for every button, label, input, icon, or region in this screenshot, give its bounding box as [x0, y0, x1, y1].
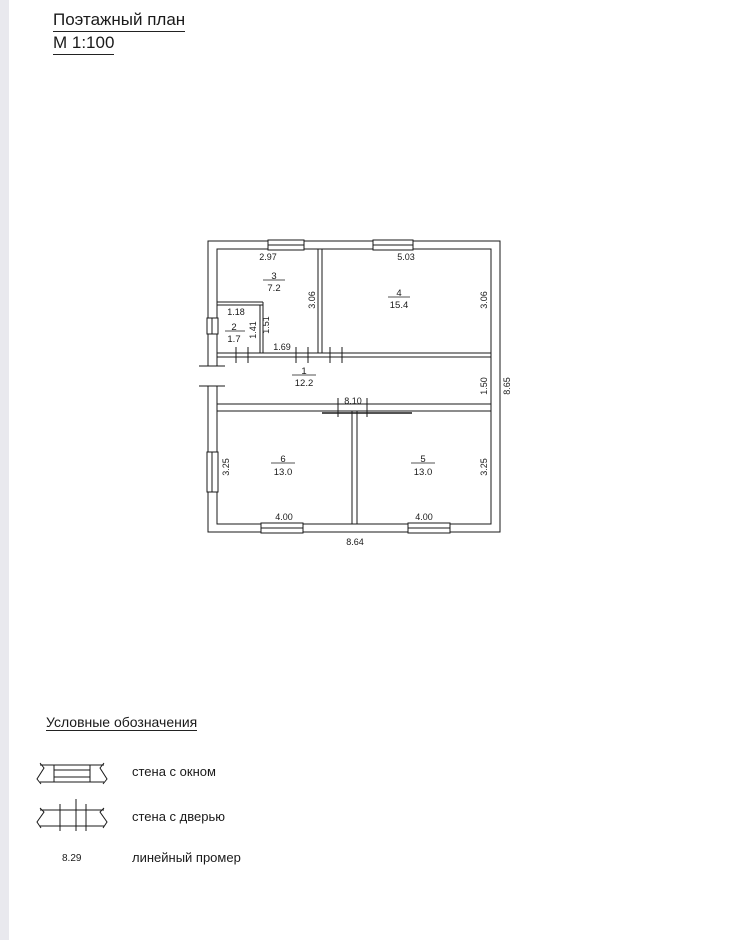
- room3-number: 3: [271, 271, 277, 282]
- door-entrance: [199, 366, 225, 386]
- doors-rooms-5-6: [322, 398, 412, 417]
- dim-room5-height: 3.25: [479, 458, 489, 476]
- room6-area: 13.0: [273, 467, 293, 478]
- plan-title: Поэтажный план: [53, 10, 185, 32]
- dim-room4-width: 5.03: [397, 252, 415, 262]
- legend-title: Условные обозначения: [46, 714, 198, 730]
- plan-scale: М 1:100: [53, 33, 114, 55]
- interior-walls: [217, 249, 491, 524]
- dim-room4-height: 3.06: [479, 291, 489, 309]
- room1-area: 12.2: [294, 378, 314, 389]
- dim-total-width: 8.64: [346, 537, 364, 547]
- room6-number: 6: [280, 454, 286, 465]
- window-top-room3: [268, 240, 304, 250]
- dim-room3-height: 3.06: [307, 291, 317, 309]
- room2-number: 2: [231, 322, 237, 333]
- room2-area: 1.7: [227, 334, 241, 345]
- legend-measure-label: линейный промер: [132, 850, 241, 865]
- room5-number: 5: [420, 454, 426, 465]
- window-left-room6: [207, 452, 218, 492]
- legend-door-symbol: [37, 799, 107, 831]
- legend-window-symbol: [37, 763, 107, 784]
- dim-corridor-length: 8.10: [344, 396, 362, 406]
- window-top-room4: [373, 240, 413, 250]
- dim-total-height: 8.65: [502, 377, 512, 395]
- legend-window-label: стена с окном: [132, 764, 216, 779]
- outer-wall-inner: [217, 249, 491, 524]
- dim-room5-width: 4.00: [415, 512, 433, 522]
- dim-corridor-segment: 1.69: [273, 342, 291, 352]
- legend-door-label: стена с дверью: [132, 809, 225, 824]
- dim-room2-height-a: 1.41: [248, 321, 258, 339]
- dim-room3-width: 2.97: [259, 252, 277, 262]
- window-left-room2: [207, 318, 218, 334]
- dim-corridor-height: 1.50: [479, 377, 489, 395]
- dim-room2-height-b: 1.51: [261, 316, 271, 334]
- dim-room6-width: 4.00: [275, 512, 293, 522]
- legend-measure-sample: 8.29: [62, 853, 82, 864]
- window-bottom-room6: [261, 523, 303, 533]
- dim-room6-height: 3.25: [221, 458, 231, 476]
- outer-wall-outer: [208, 241, 500, 532]
- room4-number: 4: [396, 288, 402, 299]
- door-room2: [236, 347, 248, 363]
- room1-number: 1: [301, 366, 307, 377]
- room4-area: 15.4: [389, 300, 409, 311]
- room5-area: 13.0: [413, 467, 433, 478]
- door-room3: [296, 347, 308, 363]
- door-room4: [330, 347, 342, 363]
- window-bottom-room5: [408, 523, 450, 533]
- room3-area: 7.2: [267, 283, 281, 294]
- dim-room2-width: 1.18: [227, 307, 245, 317]
